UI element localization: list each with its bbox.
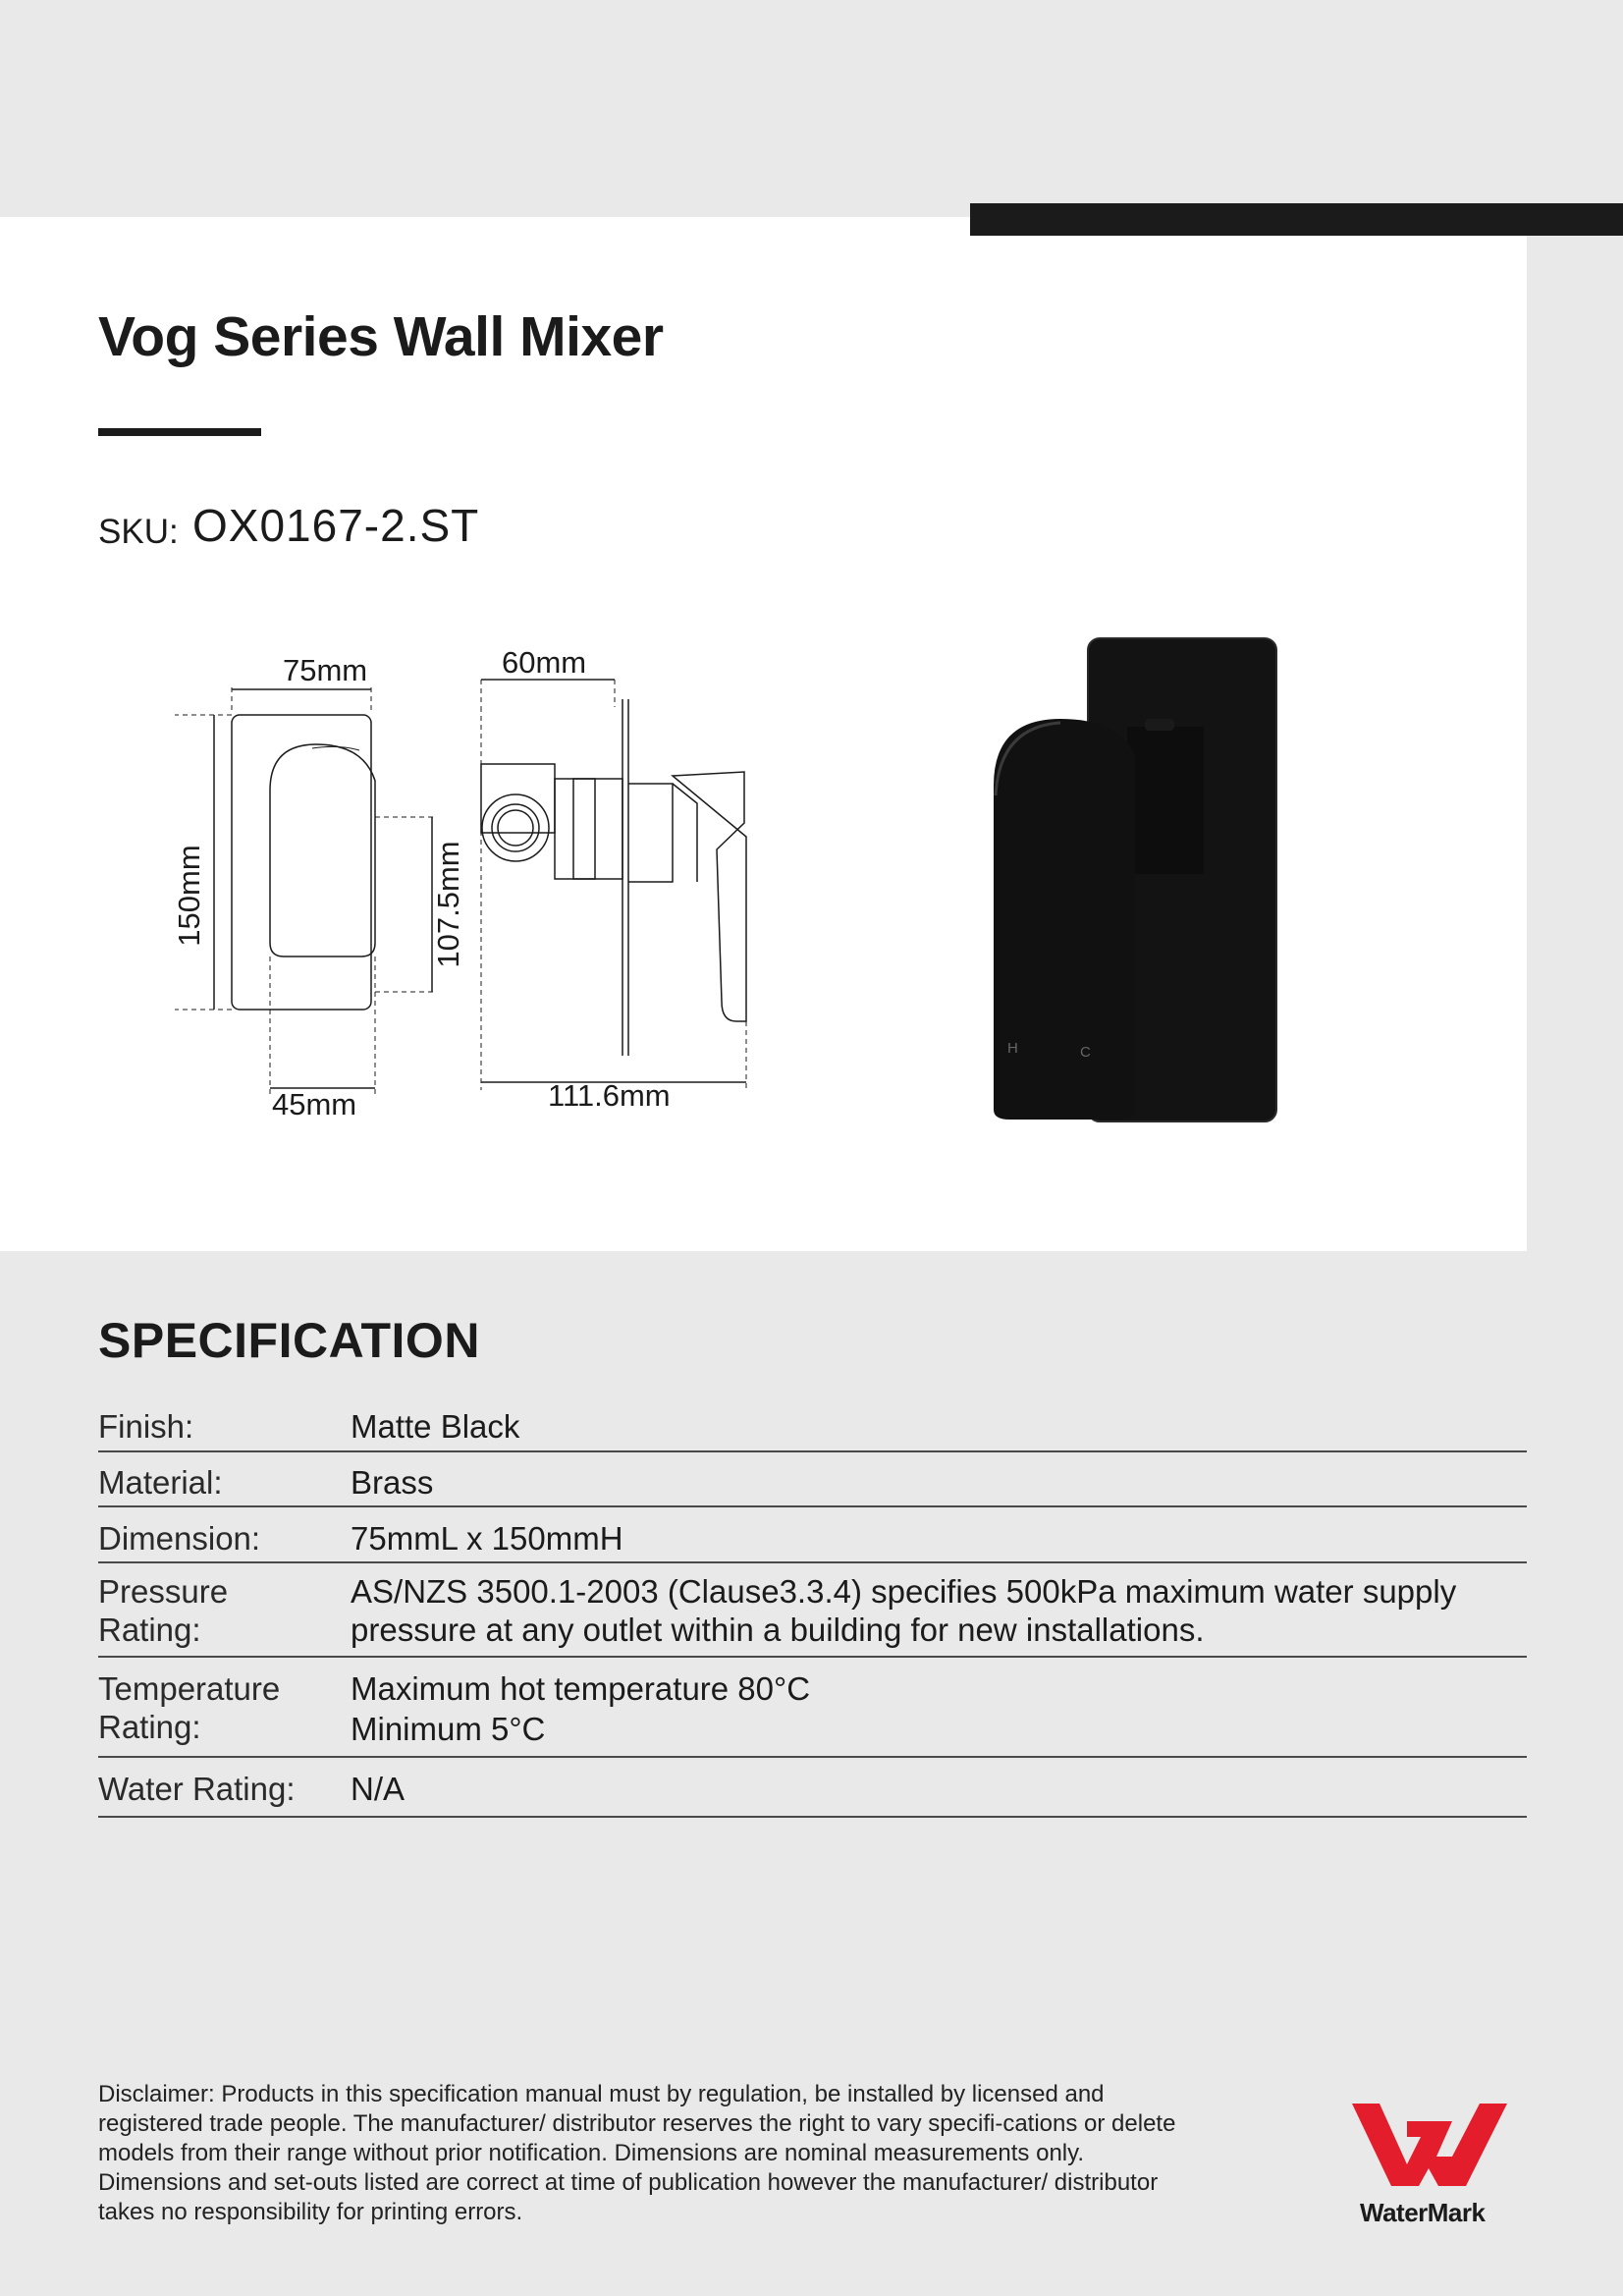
technical-drawing <box>147 629 776 1139</box>
label-side-depth-top: 60mm <box>502 645 587 680</box>
spec-key: Material: <box>98 1464 223 1501</box>
watermark-logo-mark <box>1352 2104 1507 2186</box>
watermark-logo-text: WaterMark <box>1360 2198 1486 2227</box>
spec-row-material <box>98 1463 1527 1507</box>
top-accent-bar <box>970 203 1623 236</box>
spec-row-finish <box>98 1407 1527 1452</box>
spec-key: Water Rating: <box>98 1771 296 1807</box>
product-photo <box>972 629 1306 1139</box>
spec-value-line-1: Maximum hot temperature 80°C <box>351 1670 811 1707</box>
spec-key: Pressure Rating: <box>98 1573 229 1648</box>
title-underline <box>98 428 261 436</box>
spec-key: Finish: <box>98 1408 194 1445</box>
watermark-logo-icon <box>1350 2100 1509 2194</box>
spec-key: Temperature Rating: <box>98 1670 281 1745</box>
spec-row-dimension <box>98 1519 1527 1563</box>
cartridge-body <box>1127 727 1204 874</box>
sku-value: OX0167-2.ST <box>192 500 480 551</box>
cold-mark: C <box>1080 1044 1091 1061</box>
spec-row-pressure-rating <box>98 1572 1527 1658</box>
label-inner-height: 107.5mm <box>431 841 465 968</box>
spec-value: N/A <box>351 1771 406 1807</box>
disclaimer-text: Disclaimer: Products in this specification manual must by regulation, be installed by licensed and registered trade people. The manufacturer/ distributor reserves the right to vary specifi-cations or delete models from their range without prior notification. Dimensions are nominal measurements only. Dimensions and set-outs listed are correct at time of publication however the manufacturer/ distributor takes no responsibility for printing errors. <box>98 2081 1176 2225</box>
spec-row-water-rating <box>98 1770 1527 1818</box>
spec-heading: SPECIFICATION <box>98 1313 480 1368</box>
spec-key: Dimension: <box>98 1520 261 1557</box>
sku-label: SKU: <box>98 513 179 551</box>
spec-value-line-2: Minimum 5°C <box>351 1711 546 1747</box>
front-handle-outline <box>270 744 375 957</box>
spec-value-line-2: pressure at any outlet within a building for new installations. <box>351 1612 1205 1648</box>
side-view <box>481 699 746 1056</box>
label-front-width: 75mm <box>283 653 368 687</box>
spec-value: Brass <box>351 1464 434 1501</box>
front-plate-outline <box>232 715 371 1010</box>
page-title: Vog Series Wall Mixer <box>98 305 664 368</box>
spec-value: Matte Black <box>351 1408 520 1445</box>
hot-mark: H <box>1007 1040 1018 1057</box>
label-front-height: 150mm <box>172 845 206 947</box>
spec-value-line-1: AS/NZS 3500.1-2003 (Clause3.3.4) specifies 500kPa maximum water supply <box>351 1573 1457 1610</box>
spec-value: 75mmL x 150mmH <box>351 1520 623 1557</box>
lever-handle <box>994 719 1135 1120</box>
label-inner-width: 45mm <box>272 1087 357 1121</box>
label-side-depth-bottom: 111.6mm <box>548 1078 671 1113</box>
spec-row-temperature-rating <box>98 1669 1527 1758</box>
